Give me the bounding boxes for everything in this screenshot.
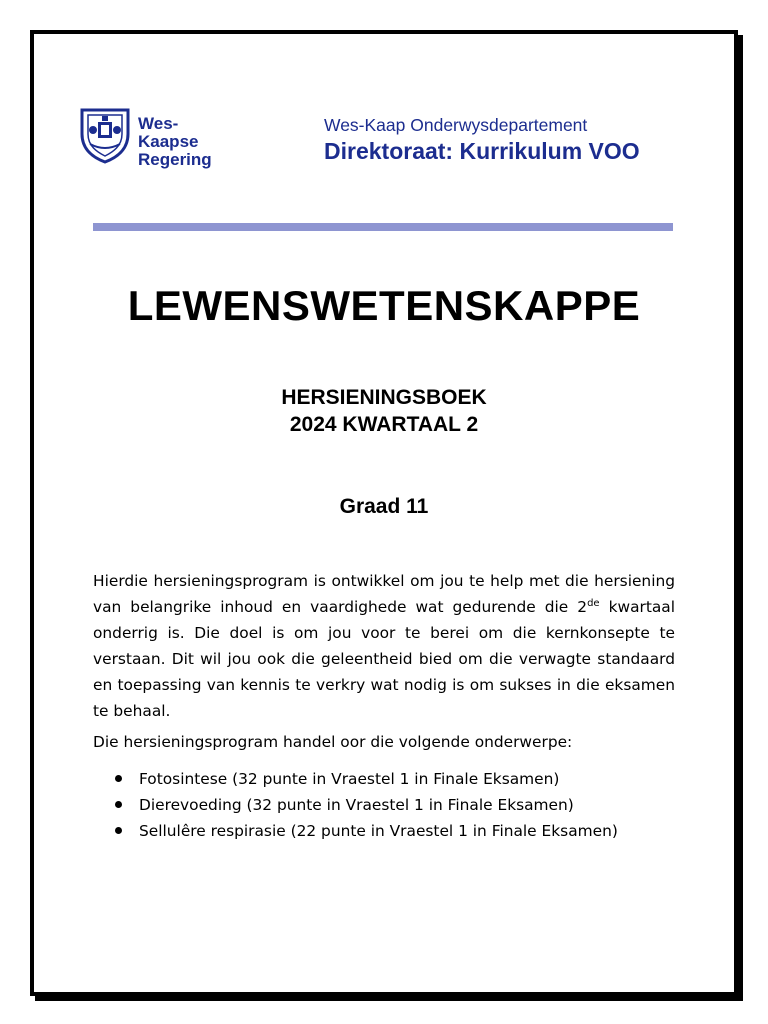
topics-lead: Die hersieningsprogram handel oor die volgende onderwerpe: xyxy=(93,733,573,751)
directorate-name: Direktoraat: Kurrikulum VOO xyxy=(324,138,640,164)
topic-text: Sellulêre respirasie (22 punte in Vraestel 1 in Finale Eksamen) xyxy=(139,822,618,840)
grade-label: Graad 11 xyxy=(339,495,429,518)
subtitle-line2: 2024 KWARTAAL 2 xyxy=(289,413,479,436)
intro-superscript: de xyxy=(587,597,600,609)
topic-text: Fotosintese (32 punte in Vraestel 1 in Finale Eksamen) xyxy=(139,770,560,788)
page-frame xyxy=(30,30,738,996)
logo-name-line1: Wes-Kaapse xyxy=(138,114,199,151)
intro-paragraph xyxy=(93,568,675,724)
intro-text-part2: kwartaal onderrig is. Die doel is om jou voor te berei om die kernkonsepte te verstaan. Dit wil jou ook die geleentheid bied om die verwagte standaard en toepassing van kennis te verkry wat nodig is om sukses in die eksamen te behaal. xyxy=(93,598,675,720)
topic-item xyxy=(93,819,618,845)
intro-text-part1: Hierdie hersieningsprogram is ontwikkel om jou te help met die hersiening van belangrike inhoud en vaardighede wat gedurende die 2 xyxy=(93,572,675,616)
topic-item xyxy=(93,793,618,819)
coat-of-arms-icon xyxy=(78,106,132,164)
logo-text xyxy=(138,115,218,169)
government-logo xyxy=(78,106,218,169)
topic-item xyxy=(93,767,618,793)
bullet-icon xyxy=(115,801,122,808)
document-title: LEWENSWETENSKAPPE xyxy=(127,282,641,329)
topic-text: Dierevoeding (32 punte in Vraestel 1 in Finale Eksamen) xyxy=(139,796,574,814)
bullet-icon xyxy=(115,775,122,782)
subtitle-line1: HERSIENINGSBOEK xyxy=(281,386,487,409)
header-divider xyxy=(93,223,673,231)
topics-list xyxy=(93,767,618,845)
logo-name-line2: Regering xyxy=(138,150,212,169)
department-name: Wes-Kaap Onderwysdepartement xyxy=(324,115,588,135)
bullet-icon xyxy=(115,827,122,834)
